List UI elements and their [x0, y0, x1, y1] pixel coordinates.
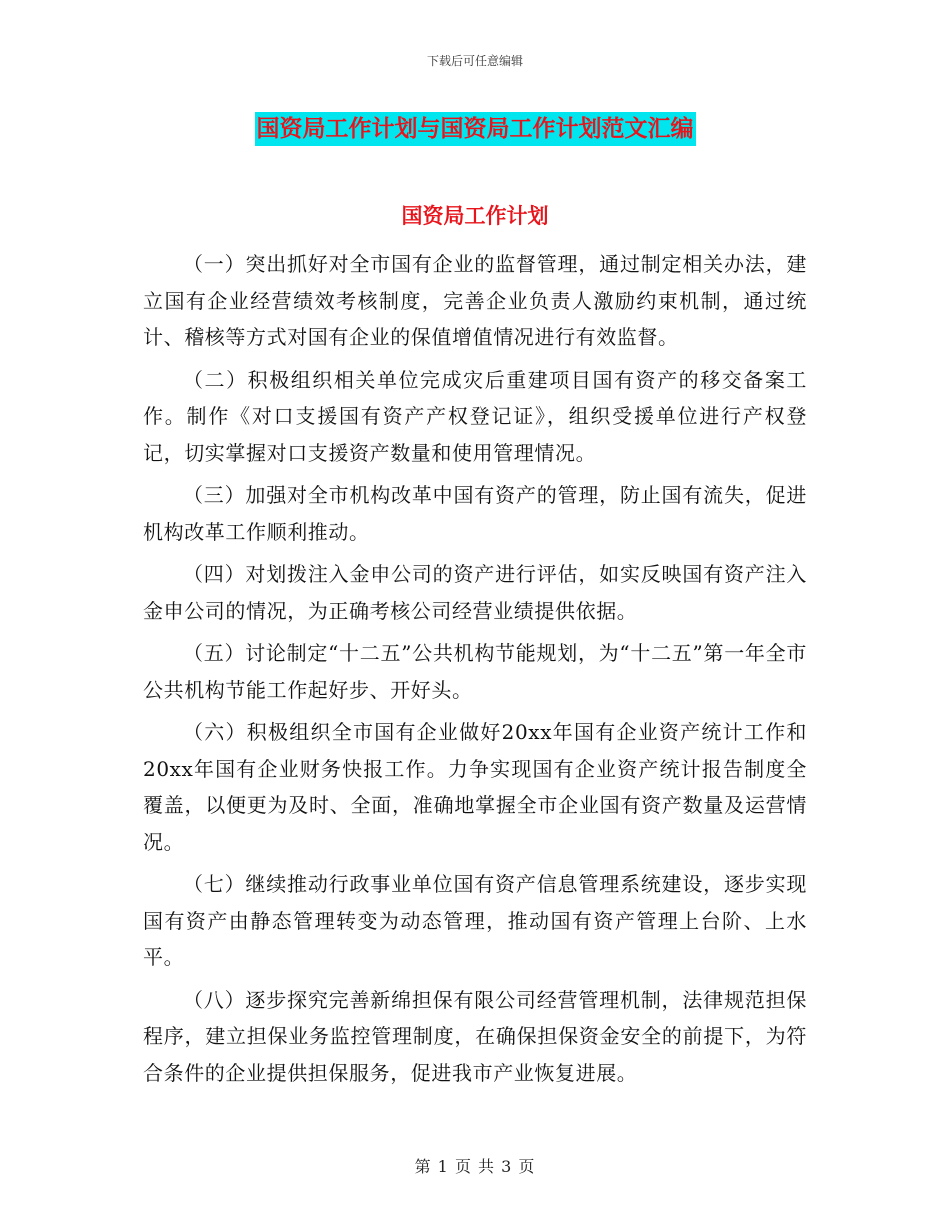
body-text	[143, 246, 807, 1097]
document-title-text: 国资局工作计划与国资局工作计划范文汇编	[255, 112, 696, 146]
paragraph-6: （六）积极组织全市国有企业做好20xx年国有企业资产统计工作和20xx年国有企业财务快报工作。力争实现国有企业资产统计报告制度全覆盖，以便更为及时、全面，准确地掌握全市企业国有资产数量及运营情况。	[143, 720, 807, 854]
paragraph-7: （七）继续推动行政事业单位国有资产信息管理系统建设，逐步实现国有资产由静态管理转变为动态管理，推动国有资产管理上台阶、上水平。	[143, 872, 807, 969]
page-footer: 第 1 页 共 3 页	[414, 1157, 536, 1176]
paragraph-3: （三）加强对全市机构改革中国有资产的管理，防止国有流失，促进机构改革工作顺利推动。	[143, 483, 807, 544]
paragraph-1: （一）突出抓好对全市国有企业的监督管理，通过制定相关办法，建立国有企业经营绩效考核制度，完善企业负责人激励约束机制，通过统计、稽核等方式对国有企业的保值增值情况进行有效监督。	[143, 252, 807, 349]
header-note: 下载后可任意编辑	[426, 54, 523, 68]
paragraph-8: （八）逐步探究完善新绵担保有限公司经营管理机制，法律规范担保程序，建立担保业务监控管理制度，在确保担保资金安全的前提下，为符合条件的企业提供担保服务，促进我市产业恢复进展。	[143, 987, 807, 1085]
paragraph-5: （五）讨论制定“十二五”公共机构节能规划，为“十二五”第一年全市公共机构节能工作起好步、开好头。	[143, 641, 807, 702]
document-title	[0, 112, 950, 146]
paragraph-4: （四）对划拨注入金申公司的资产进行评估，如实反映国有资产注入金申公司的情况，为正确考核公司经营业绩提供依据。	[143, 562, 807, 623]
paragraph-2: （二）积极组织相关单位完成灾后重建项目国有资产的移交备案工作。制作《对口支援国有资产产权登记证》，组织受援单位进行产权登记，切实掌握对口支援资产数量和使用管理情况。	[143, 367, 807, 465]
section-title: 国资局工作计划	[401, 204, 549, 228]
